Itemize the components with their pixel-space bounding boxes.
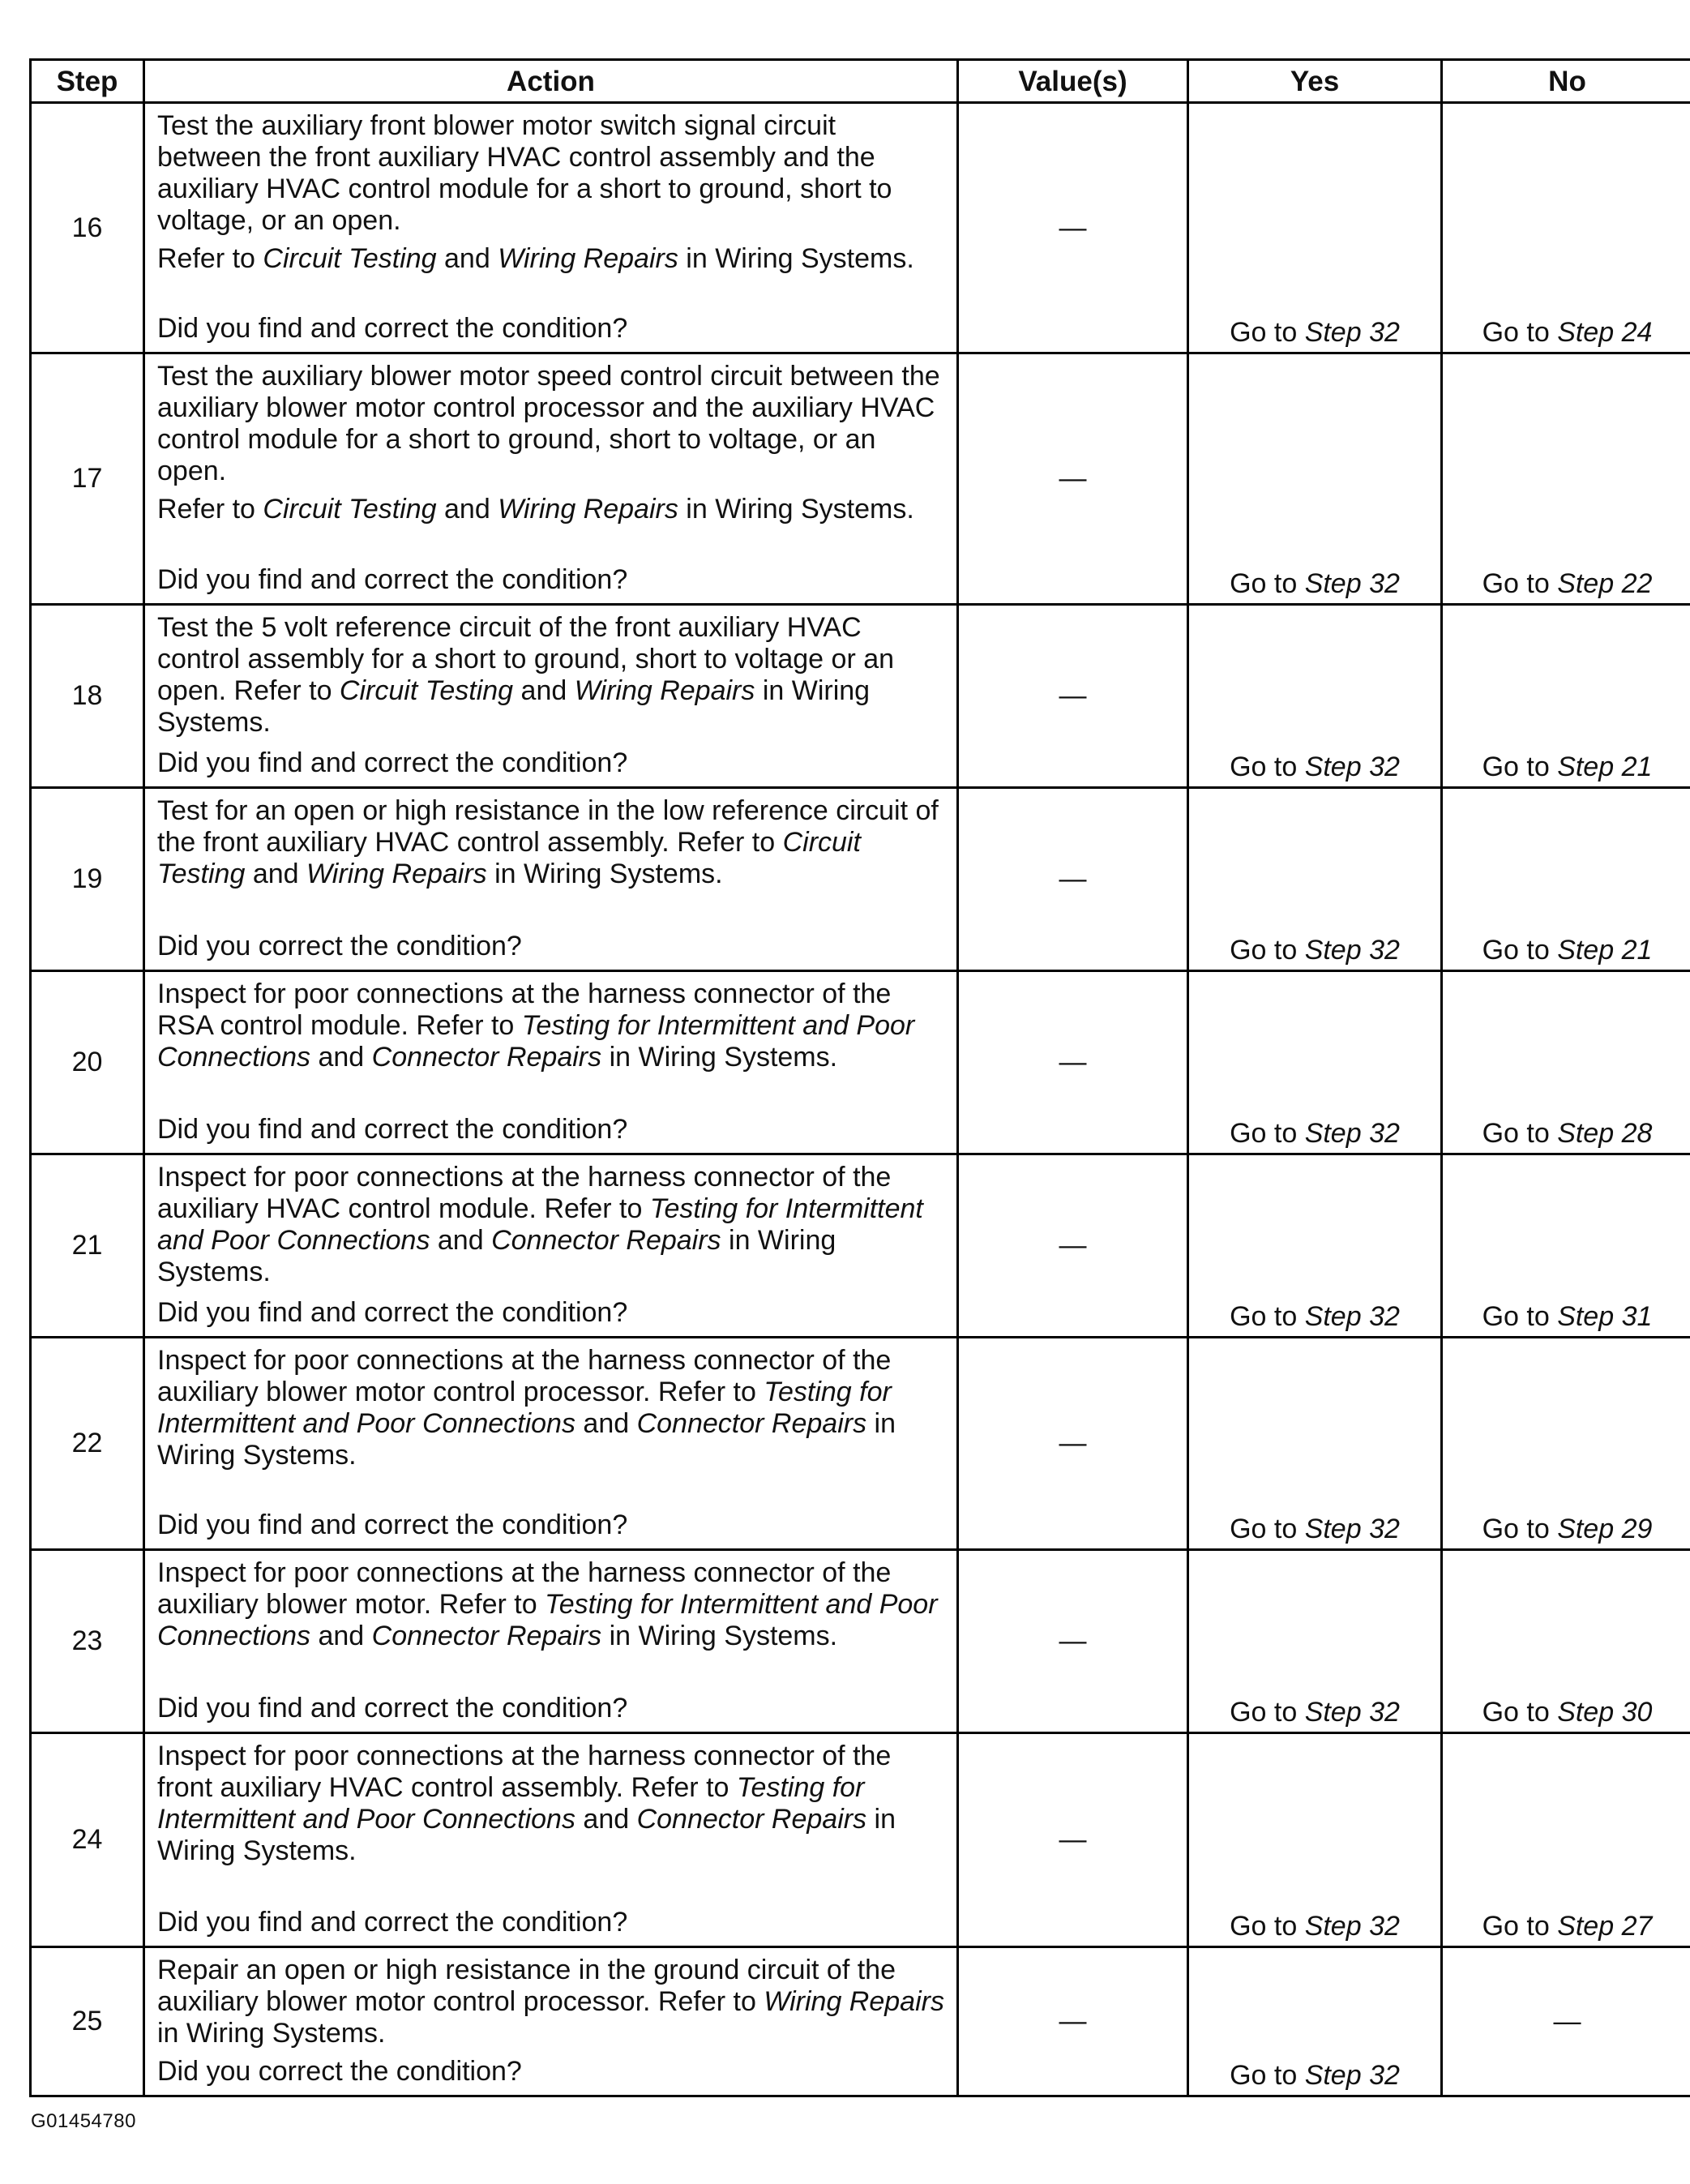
yes-cell (1188, 1947, 1442, 2096)
goto-step-link[interactable]: Step 27 (1557, 1911, 1653, 1942)
no-goto[interactable] (1443, 935, 1690, 966)
action-question: Did you correct the condition? (157, 931, 522, 961)
yes-goto[interactable] (1189, 752, 1440, 783)
action-text: Inspect for poor connections at the harness connector of the auxiliary blower motor. Refer to (157, 1557, 892, 1620)
goto-prefix: Go to (1230, 1911, 1305, 1942)
action-text: in Wiring Systems. (157, 675, 871, 738)
action-paragraph (157, 1557, 947, 1652)
step-number: 23 (31, 1550, 144, 1733)
table-row (31, 971, 1690, 1154)
goto-step-link[interactable]: Step 32 (1304, 1697, 1400, 1728)
action-cell (144, 788, 958, 971)
goto-step-link[interactable]: Step 30 (1557, 1697, 1653, 1728)
yes-cell (1188, 1733, 1442, 1947)
action-paragraph (157, 110, 947, 237)
no-cell (1442, 788, 1690, 971)
goto-prefix: Go to (1482, 568, 1558, 599)
action-question: Did you find and correct the condition? (157, 747, 628, 778)
value-cell: — (958, 788, 1188, 971)
goto-step-link[interactable]: Step 32 (1304, 1911, 1400, 1942)
table-row (31, 103, 1690, 353)
goto-prefix: Go to (1230, 1301, 1305, 1332)
value-cell: — (958, 103, 1188, 353)
action-question: Did you find and correct the condition? (157, 1297, 628, 1328)
action-question: Did you find and correct the condition? (157, 1114, 628, 1145)
step-number: 16 (31, 103, 144, 353)
header-step: Step (31, 60, 144, 103)
step-number: 21 (31, 1154, 144, 1338)
reference-link-text: Testing for Intermittent and Poor Connections (157, 1589, 938, 1651)
yes-cell (1188, 788, 1442, 971)
action-text: in Wiring Systems. (601, 1621, 838, 1651)
reference-link-text: Wiring Repairs (764, 1986, 944, 2017)
reference-link-text: Connector Repairs (636, 1408, 867, 1439)
reference-link-text: Circuit Testing (263, 494, 437, 525)
action-text: in Wiring Systems. (678, 243, 914, 274)
action-text: Repair an open or high resistance in the ground circuit of the auxiliary blower motor control processor. Refer to (157, 1955, 896, 2017)
action-question: Did you find and correct the condition? (157, 1907, 628, 1938)
goto-prefix: Go to (1482, 317, 1558, 348)
action-cell (144, 1338, 958, 1550)
goto-prefix: Go to (1482, 1697, 1558, 1728)
table-row (31, 1338, 1690, 1550)
action-text: Test the 5 volt reference circuit of the front auxiliary HVAC control assembly for a short to ground, short to voltage or an open. Refer to (157, 612, 895, 706)
action-cell (144, 1733, 958, 1947)
goto-step-link[interactable]: Step 31 (1557, 1301, 1653, 1332)
procedure-sheet (29, 58, 1659, 2097)
yes-goto[interactable] (1189, 568, 1440, 600)
no-goto[interactable] (1443, 1301, 1690, 1333)
goto-prefix: Go to (1482, 1301, 1558, 1332)
action-text: and (575, 1408, 637, 1439)
goto-step-link[interactable]: Step 32 (1304, 752, 1400, 782)
no-cell (1442, 1550, 1690, 1733)
yes-cell (1188, 1550, 1442, 1733)
step-number: 20 (31, 971, 144, 1154)
action-paragraph (157, 1345, 947, 1471)
no-goto[interactable] (1443, 568, 1690, 600)
action-paragraph (157, 243, 947, 275)
action-text: and (245, 859, 306, 889)
action-text: Test the auxiliary front blower motor switch signal circuit between the front auxiliary HVAC control assembly and the auxiliary HVAC control module for a short to ground, short to voltage, or an open. (157, 110, 892, 236)
goto-prefix: Go to (1230, 2060, 1305, 2091)
goto-step-link[interactable]: Step 32 (1304, 1514, 1400, 1544)
goto-step-link[interactable]: Step 32 (1304, 317, 1400, 348)
figure-id-label: G01454780 (31, 2110, 136, 2132)
action-text: and (436, 494, 498, 525)
reference-link-text: Testing for Intermittent and Poor Connections (157, 1193, 923, 1256)
action-text: and (575, 1804, 637, 1835)
value-cell: — (958, 1154, 1188, 1338)
action-cell (144, 1550, 958, 1733)
yes-cell (1188, 1154, 1442, 1338)
reference-link-text: Wiring Repairs (574, 675, 755, 706)
action-paragraph (157, 361, 947, 487)
action-text: Refer to (157, 494, 263, 525)
diagnostic-table (29, 58, 1690, 2097)
no-cell (1442, 103, 1690, 353)
header-action: Action (144, 60, 958, 103)
goto-prefix: Go to (1482, 752, 1558, 782)
step-number: 25 (31, 1947, 144, 2096)
goto-prefix: Go to (1482, 1118, 1558, 1149)
no-cell (1442, 971, 1690, 1154)
no-cell (1442, 1154, 1690, 1338)
action-text: in Wiring Systems. (486, 859, 723, 889)
no-goto[interactable] (1443, 1911, 1690, 1942)
yes-goto[interactable] (1189, 2060, 1440, 2092)
no-cell (1442, 353, 1690, 605)
step-number: 17 (31, 353, 144, 605)
goto-step-link[interactable]: Step 32 (1304, 2060, 1400, 2091)
action-text: in Wiring Systems. (678, 494, 914, 525)
value-cell: — (958, 1733, 1188, 1947)
yes-goto[interactable] (1189, 1301, 1440, 1333)
goto-step-link[interactable]: Step 32 (1304, 568, 1400, 599)
goto-prefix: Go to (1230, 568, 1305, 599)
action-text: and (310, 1042, 372, 1073)
reference-link-text: Connector Repairs (636, 1804, 867, 1835)
no-goto[interactable] (1443, 1697, 1690, 1728)
value-cell: — (958, 1338, 1188, 1550)
action-question: Did you find and correct the condition? (157, 1510, 628, 1540)
reference-link-text: Connector Repairs (491, 1225, 721, 1256)
action-text: and (430, 1225, 492, 1256)
action-text: and (310, 1621, 372, 1651)
yes-cell (1188, 971, 1442, 1154)
action-text: Inspect for poor connections at the harness connector of the front auxiliary HVAC control assembly. Refer to (157, 1741, 892, 1803)
yes-goto[interactable] (1189, 935, 1440, 966)
action-text: in Wiring Systems. (157, 1408, 896, 1471)
step-number: 19 (31, 788, 144, 971)
value-cell: — (958, 1947, 1188, 2096)
action-cell (144, 971, 958, 1154)
no-goto[interactable] (1443, 752, 1690, 783)
no-cell (1442, 1947, 1690, 2096)
action-cell (144, 353, 958, 605)
table-row (31, 1947, 1690, 2096)
yes-cell (1188, 1338, 1442, 1550)
goto-step-link[interactable]: Step 32 (1304, 935, 1400, 966)
reference-link-text: Wiring Repairs (306, 859, 487, 889)
no-cell (1442, 1733, 1690, 1947)
action-text: Test for an open or high resistance in the low reference circuit of the front auxiliary HVAC control assembly. Refer to (157, 795, 939, 858)
step-number: 22 (31, 1338, 144, 1550)
yes-goto[interactable] (1189, 1514, 1440, 1545)
no-dash: — (1553, 2006, 1581, 2036)
table-row (31, 353, 1690, 605)
action-cell (144, 1154, 958, 1338)
action-text: Refer to (157, 243, 263, 274)
action-text: in Wiring Systems. (157, 2018, 386, 2049)
action-paragraph (157, 1741, 947, 1867)
table-header-row (31, 60, 1690, 103)
goto-step-link[interactable]: Step 29 (1557, 1514, 1653, 1544)
goto-prefix: Go to (1230, 935, 1305, 966)
yes-goto[interactable] (1189, 1118, 1440, 1150)
action-question: Did you correct the condition? (157, 2056, 522, 2087)
goto-prefix: Go to (1482, 1514, 1558, 1544)
no-goto[interactable] (1443, 317, 1690, 349)
goto-prefix: Go to (1230, 1514, 1305, 1544)
action-question: Did you find and correct the condition? (157, 564, 628, 595)
table-row (31, 1550, 1690, 1733)
yes-goto[interactable] (1189, 1911, 1440, 1942)
yes-cell (1188, 103, 1442, 353)
yes-cell (1188, 353, 1442, 605)
header-no: No (1442, 60, 1690, 103)
goto-prefix: Go to (1230, 317, 1305, 348)
action-text: in Wiring Systems. (157, 1804, 896, 1866)
goto-prefix: Go to (1230, 1697, 1305, 1728)
action-text: in Wiring Systems. (157, 1225, 836, 1287)
action-paragraph (157, 1955, 947, 2049)
goto-step-link[interactable]: Step 28 (1557, 1118, 1653, 1149)
goto-step-link[interactable]: Step 32 (1304, 1118, 1400, 1149)
value-cell: — (958, 353, 1188, 605)
step-number: 24 (31, 1733, 144, 1947)
reference-link-text: Wiring Repairs (498, 243, 678, 274)
table-row (31, 605, 1690, 788)
action-text: and (436, 243, 498, 274)
action-paragraph (157, 795, 947, 890)
reference-link-text: Testing for Intermittent and Poor Connections (157, 1772, 865, 1835)
action-text: Inspect for poor connections at the harness connector of the auxiliary blower motor control processor. Refer to (157, 1345, 892, 1407)
value-cell: — (958, 605, 1188, 788)
goto-prefix: Go to (1482, 1911, 1558, 1942)
goto-step-link[interactable]: Step 21 (1557, 752, 1653, 782)
goto-prefix: Go to (1482, 935, 1558, 966)
table-row (31, 1154, 1690, 1338)
table-row (31, 1733, 1690, 1947)
action-text: in Wiring Systems. (601, 1042, 838, 1073)
action-paragraph (157, 1162, 947, 1288)
reference-link-text: Connector Repairs (371, 1042, 602, 1073)
goto-prefix: Go to (1230, 752, 1305, 782)
action-question: Did you find and correct the condition? (157, 1693, 628, 1724)
reference-link-text: Circuit Testing (263, 243, 437, 274)
action-text: Test the auxiliary blower motor speed control circuit between the auxiliary blower motor control processor and the auxiliary HVAC control module for a short to ground, short to voltage, or an open. (157, 361, 940, 486)
step-number: 18 (31, 605, 144, 788)
value-cell: — (958, 971, 1188, 1154)
action-cell (144, 103, 958, 353)
reference-link-text: Circuit Testing (339, 675, 514, 706)
action-text: and (513, 675, 575, 706)
table-row (31, 788, 1690, 971)
goto-step-link[interactable]: Step 32 (1304, 1301, 1400, 1332)
header-values: Value(s) (958, 60, 1188, 103)
action-question: Did you find and correct the condition? (157, 313, 628, 344)
yes-cell (1188, 605, 1442, 788)
no-cell (1442, 605, 1690, 788)
header-yes: Yes (1188, 60, 1442, 103)
action-paragraph (157, 612, 947, 739)
reference-link-text: Connector Repairs (371, 1621, 602, 1651)
no-cell (1442, 1338, 1690, 1550)
action-paragraph (157, 979, 947, 1073)
action-text: Inspect for poor connections at the harness connector of the auxiliary HVAC control module. Refer to (157, 1162, 892, 1224)
no-goto[interactable] (1443, 1118, 1690, 1150)
reference-link-text: Wiring Repairs (498, 494, 678, 525)
no-goto[interactable] (1443, 1514, 1690, 1545)
yes-goto[interactable] (1189, 1697, 1440, 1728)
action-text: Inspect for poor connections at the harness connector of the RSA control module. Refer to (157, 979, 892, 1041)
goto-step-link[interactable]: Step 22 (1557, 568, 1653, 599)
goto-step-link[interactable]: Step 21 (1557, 935, 1653, 966)
action-cell (144, 1947, 958, 2096)
yes-goto[interactable] (1189, 317, 1440, 349)
goto-prefix: Go to (1230, 1118, 1305, 1149)
action-cell (144, 605, 958, 788)
value-cell: — (958, 1550, 1188, 1733)
action-paragraph (157, 494, 947, 525)
table-body (31, 103, 1690, 2096)
reference-link-text: Testing for Intermittent and Poor Connections (157, 1377, 892, 1439)
reference-link-text: Testing for Intermittent and Poor Connections (157, 1010, 915, 1073)
reference-link-text: Circuit Testing (157, 827, 861, 889)
goto-step-link[interactable]: Step 24 (1557, 317, 1653, 348)
